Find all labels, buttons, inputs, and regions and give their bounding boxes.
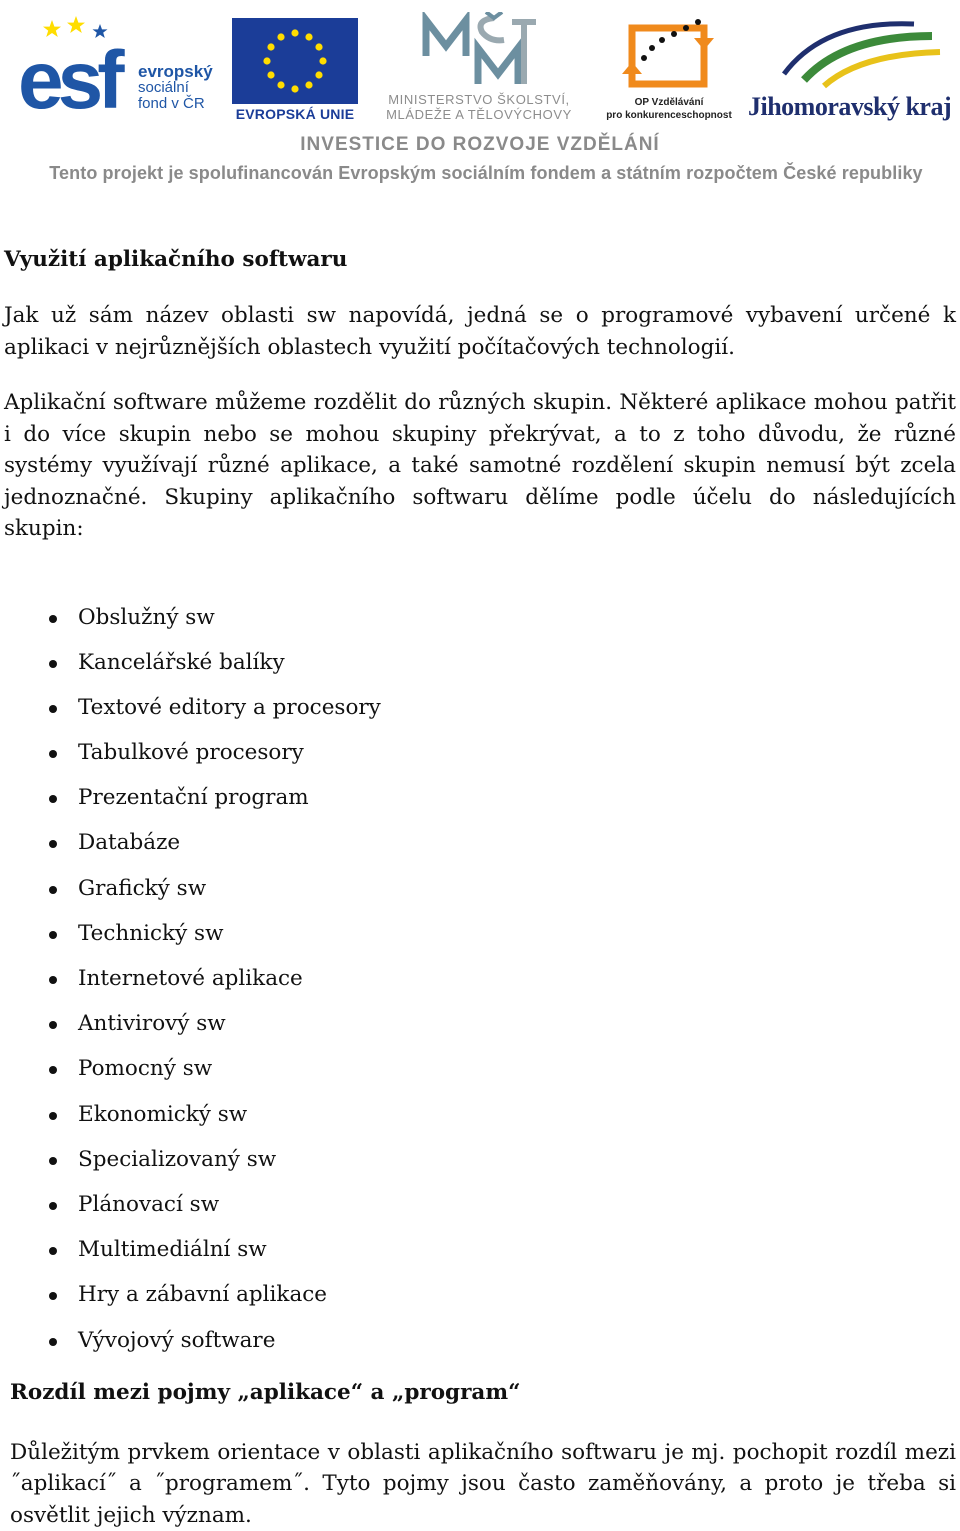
list-item-label: Vývojový software — [78, 1327, 276, 1353]
logo-banner — [0, 0, 960, 200]
section-subtitle: Rozdíl mezi pojmy „aplikace“ a „program“ — [10, 1379, 521, 1405]
bullet-icon — [49, 931, 57, 939]
bullet-icon — [49, 840, 57, 848]
jmk-logo — [744, 14, 950, 126]
esf-letters: esf — [18, 35, 119, 126]
eu-logo — [232, 18, 358, 126]
msmt-mark-icon — [420, 12, 538, 88]
esf-caption-line2: sociální — [138, 79, 189, 96]
jmk-mark-icon — [764, 14, 944, 94]
list-item — [4, 919, 956, 964]
list-item-label: Databáze — [78, 830, 181, 856]
banner-subheading: Tento projekt je spolufinancován Evropským sociálním fondem a státním rozpočtem České republiky — [49, 163, 923, 183]
list-item — [4, 1145, 956, 1190]
esf-logo — [18, 16, 228, 126]
banner-heading: INVESTICE DO ROZVOJE VZDĚLÁNÍ — [300, 134, 660, 155]
bullet-icon — [49, 1338, 57, 1346]
esf-caption-line1: evropský — [138, 62, 213, 81]
list-item-label: Hry a zábavní aplikace — [78, 1282, 328, 1308]
list-item-label: Plánovací sw — [78, 1191, 220, 1217]
esf-caption-line3: fond v ČR — [138, 95, 205, 112]
op-logo — [596, 14, 742, 126]
bullet-icon — [49, 1202, 57, 1210]
list-item-label: Specializovaný sw — [78, 1146, 277, 1172]
list-item — [4, 648, 956, 693]
list-item-label: Prezentační program — [78, 785, 309, 811]
list-item-label: Grafický sw — [78, 875, 207, 901]
bullet-icon — [49, 615, 57, 623]
jmk-label: Jihomoravský kraj — [748, 92, 952, 121]
list-item — [4, 693, 956, 738]
groups-list — [4, 603, 956, 1371]
op-caption-line1: OP Vzdělávání — [634, 97, 704, 108]
list-item-label: Pomocný sw — [78, 1056, 213, 1082]
list-item — [4, 828, 956, 873]
msmt-caption — [370, 92, 588, 122]
list-item — [4, 964, 956, 1009]
op-mark-icon — [618, 14, 718, 94]
document-body — [4, 244, 956, 1531]
list-item-label: Obslužný sw — [78, 604, 215, 630]
eu-flag-icon — [232, 18, 358, 104]
op-caption — [596, 96, 742, 122]
msmt-caption-line1: MINISTERSTVO ŠKOLSTVÍ, — [388, 92, 570, 107]
bullet-icon — [49, 1247, 57, 1255]
list-item — [4, 1009, 956, 1054]
bullet-icon — [49, 1157, 57, 1165]
list-item-label: Kancelářské balíky — [78, 649, 285, 675]
esf-caption — [138, 64, 213, 112]
list-item-label: Ekonomický sw — [78, 1101, 248, 1127]
list-item-label: Multimediální sw — [78, 1237, 267, 1263]
list-item-label: Textové editory a procesory — [78, 694, 381, 720]
eu-label: EVROPSKÁ UNIE — [235, 106, 355, 122]
list-item — [4, 1100, 956, 1145]
bullet-icon — [49, 1112, 57, 1120]
msmt-caption-line2: MLÁDEŽE A TĚLOVÝCHOVY — [386, 107, 572, 122]
list-item — [4, 1054, 956, 1099]
list-item — [4, 1326, 956, 1371]
list-item — [4, 738, 956, 783]
list-item — [4, 603, 956, 648]
list-item — [4, 1235, 956, 1280]
bullet-icon — [49, 1292, 57, 1300]
op-caption-line2: pro konkurenceschopnost — [606, 110, 732, 121]
intro-paragraph: Jak už sám název oblasti sw napovídá, jedná se o programové vybavení určené k aplikaci v nejrůznějších oblastech využití počítačových technologií. — [4, 303, 956, 360]
bullet-icon — [49, 1021, 57, 1029]
bullet-icon — [49, 795, 57, 803]
bullet-icon — [49, 705, 57, 713]
bullet-icon — [49, 660, 57, 668]
difference-paragraph: Důležitým prvkem orientace v oblasti aplikačního softwaru je mj. pochopit rozdíl mezi ˝aplikací˝ a ˝programem˝. Tyto pojmy jsou často zaměňovány, a proto je třeba si osvětlit jejich význam. — [10, 1439, 956, 1528]
list-item — [4, 1280, 956, 1325]
list-item — [4, 783, 956, 828]
groups-paragraph: Aplikační software můžeme rozdělit do různých skupin. Některé aplikace mohou patřit i do více skupin nebo se mohou skupiny překrývat, a to z toho důvodu, že různé systémy využívají různé aplikace, a také samotné rozdělení skupin nemusí být zcela jednoznačné. Skupiny aplikačního softwaru dělíme podle účelu do následujících skupin: — [4, 390, 956, 541]
bullet-icon — [49, 886, 57, 894]
bullet-icon — [49, 750, 57, 758]
list-item-label: Antivirový sw — [78, 1011, 226, 1037]
list-item-label: Technický sw — [78, 920, 224, 946]
bullet-icon — [49, 976, 57, 984]
document-title: Využití aplikačního softwaru — [4, 247, 348, 272]
list-item — [4, 1190, 956, 1235]
list-item — [4, 874, 956, 919]
msmt-logo — [370, 12, 588, 124]
bullet-icon — [49, 1066, 57, 1074]
list-item-label: Internetové aplikace — [78, 966, 303, 991]
list-item-label: Tabulkové procesory — [78, 740, 304, 766]
